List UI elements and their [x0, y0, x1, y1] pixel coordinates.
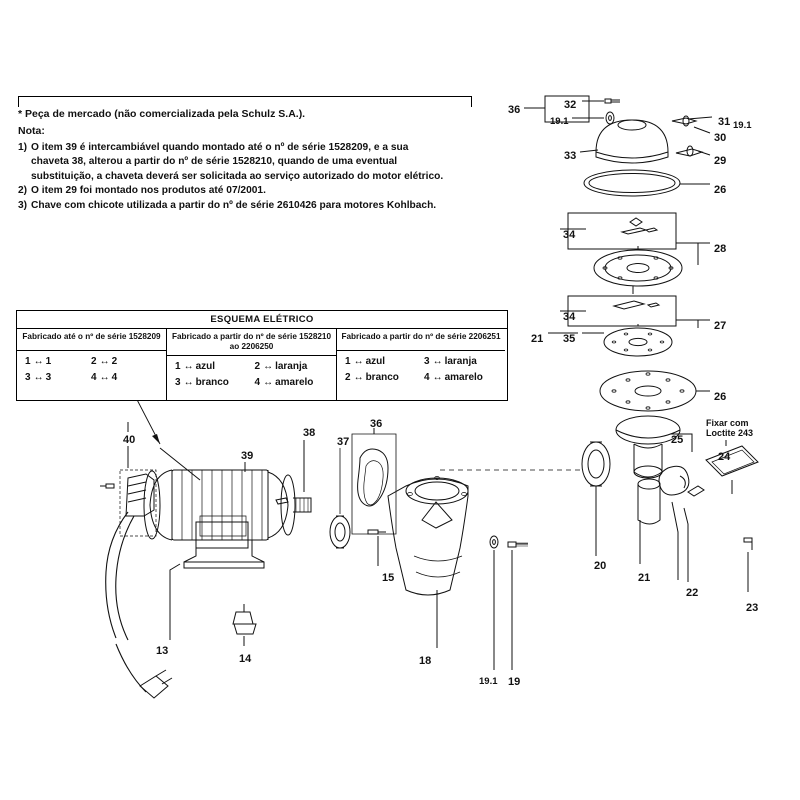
scheme-column-1-body [17, 351, 166, 395]
scheme-column-2-body [167, 356, 336, 400]
double-arrow-icon: ↔ [263, 376, 273, 388]
note-1-line-2: chaveta 38, alterou a partir do nº de série 1528210, quando de uma eventual [31, 156, 398, 168]
double-arrow-icon: ↔ [432, 372, 442, 383]
double-arrow-icon: ↔ [353, 356, 363, 367]
note-1-line-2-row [18, 155, 488, 168]
scheme-column-1-header: Fabricado até o nº de série 1528209 [17, 329, 166, 351]
scheme-col3-pair4 [424, 372, 499, 383]
loctite-annotation [706, 418, 753, 439]
callout-18: 18 [419, 655, 432, 667]
callout-36-top: 36 [508, 104, 521, 116]
callout-40: 40 [123, 434, 136, 446]
scheme-column-2 [167, 329, 337, 400]
callout-35: 35 [563, 333, 576, 345]
callout-20: 20 [594, 560, 607, 572]
scheme-col1-pair1-left: 1 [25, 356, 31, 367]
note-3-number: 3) [18, 199, 28, 211]
callout-33: 33 [564, 150, 577, 162]
scheme-col2-pair2-left: 2 [254, 360, 261, 372]
market-part-note: * Peça de mercado (não comercializada pela Schulz S.A.). [18, 108, 306, 120]
scheme-col3-pair3-left: 2 [345, 372, 351, 383]
loctite-line-1: Fixar com [706, 418, 749, 428]
double-arrow-icon: ↔ [99, 356, 109, 367]
loctite-line-2: Loctite 243 [706, 428, 754, 439]
callout-19-1-bottom: 19.1 [479, 676, 498, 687]
callout-38: 38 [303, 427, 316, 439]
callout-19: 19 [508, 676, 521, 688]
scheme-col3-pair4-right: amarelo [444, 372, 483, 383]
scheme-column-3-body [337, 351, 505, 395]
scheme-col2-pair4 [255, 377, 331, 388]
scheme-col3-row1 [345, 356, 499, 367]
note-1-line-3: substituição, a chaveta deverá ser solicitada ao serviço autorizado do motor elétrico. [31, 170, 444, 182]
scheme-col1-pair1-right: 1 [45, 356, 52, 367]
note-1-number: 1) [18, 141, 28, 153]
scheme-col2-row1 [175, 361, 330, 372]
callout-21-lower: 21 [638, 572, 651, 584]
scheme-col3-pair4-left: 4 [424, 372, 430, 383]
scheme-col1-pair4-left: 4 [91, 372, 97, 383]
scheme-col2-pair1 [175, 361, 251, 372]
note-item-1 [18, 141, 488, 154]
scheme-col1-pair1 [25, 356, 87, 367]
electrical-scheme-table [16, 310, 508, 401]
double-arrow-icon: ↔ [263, 360, 273, 372]
callout-36-middle: 36 [370, 418, 383, 430]
callout-34-lower: 34 [563, 311, 576, 323]
scheme-col1-pair4-right: 4 [111, 372, 118, 383]
notes-block [18, 108, 488, 213]
electrical-scheme-columns [17, 329, 507, 400]
scheme-col3-pair3-right: branco [365, 372, 399, 383]
note-2-number: 2) [18, 185, 28, 197]
double-arrow-icon: ↔ [33, 356, 43, 367]
callout-39: 39 [241, 450, 254, 462]
callout-37: 37 [337, 436, 350, 448]
scheme-col3-pair1-right: azul [365, 356, 386, 367]
note-3-line-1: Chave com chicote utilizada a partir do nº de série 2610426 para motores Kohlbach. [31, 199, 437, 211]
scheme-column-3 [337, 329, 505, 400]
scheme-col1-row2 [25, 372, 160, 383]
callout-30: 30 [714, 132, 727, 144]
scheme-col2-pair3 [175, 377, 251, 388]
scheme-column-1 [17, 329, 167, 400]
double-arrow-icon: ↔ [432, 356, 442, 367]
scheme-col3-pair1-left: 1 [345, 356, 351, 367]
callout-28: 28 [714, 243, 727, 255]
callout-14: 14 [239, 653, 252, 665]
scheme-col1-pair3-right: 3 [45, 372, 52, 383]
callout-22: 22 [686, 587, 699, 599]
callout-23: 23 [746, 602, 759, 614]
electrical-scheme-title: ESQUEMA ELÉTRICO [17, 311, 507, 329]
callout-25: 25 [671, 434, 684, 446]
scheme-col3-pair2-left: 3 [424, 356, 430, 367]
double-arrow-icon: ↔ [183, 360, 193, 372]
scheme-col2-pair4-left: 4 [254, 376, 261, 388]
scheme-col3-pair3 [345, 372, 420, 383]
double-arrow-icon: ↔ [99, 372, 109, 383]
callout-32: 32 [564, 99, 577, 111]
note-item-2 [18, 184, 488, 197]
double-arrow-icon: ↔ [33, 372, 43, 383]
scheme-column-3-header: Fabricado a partir do nº de série 2206251 [337, 329, 505, 351]
callout-26-top: 26 [714, 184, 727, 196]
notes-heading: Nota: [18, 124, 45, 137]
scheme-col2-pair2 [255, 361, 331, 372]
callout-19-1-top: 19.1 [550, 116, 569, 127]
scheme-col2-pair1-right: azul [195, 360, 216, 372]
scheme-col3-pair2 [424, 356, 499, 367]
callout-24: 24 [718, 451, 731, 463]
notes-bracket [18, 96, 472, 107]
scheme-col1-pair4 [91, 372, 153, 383]
callout-27: 27 [714, 320, 727, 332]
scheme-col2-pair3-left: 3 [175, 376, 181, 388]
callout-34-upper: 34 [563, 229, 576, 241]
callout-31: 31 [718, 116, 731, 128]
scheme-col1-pair2-right: 2 [111, 356, 118, 367]
note-item-3 [18, 199, 488, 212]
callout-26-lower: 26 [714, 391, 727, 403]
scheme-col2-pair3-right: branco [195, 376, 229, 388]
callout-29: 29 [714, 155, 727, 167]
callout-21-upper: 21 [531, 333, 544, 345]
double-arrow-icon: ↔ [183, 376, 193, 388]
note-2-line-1: O item 29 foi montado nos produtos até 07/2001. [31, 185, 266, 197]
scheme-col1-row1 [25, 356, 160, 367]
scheme-col1-pair2 [91, 356, 153, 367]
scheme-column-2-header: Fabricado a partir do nº de série 1528210 ao 2206250 [167, 329, 336, 356]
scheme-col2-row2 [175, 377, 330, 388]
scheme-col2-pair4-right: amarelo [275, 376, 314, 388]
scheme-col2-pair2-right: laranja [275, 360, 308, 372]
note-1-line-3-row [18, 170, 488, 183]
double-arrow-icon: ↔ [353, 372, 363, 383]
callout-13: 13 [156, 645, 169, 657]
callout-15: 15 [382, 572, 395, 584]
scheme-col3-pair1 [345, 356, 420, 367]
scheme-col3-row2 [345, 372, 499, 383]
note-1-line-1: O item 39 é intercambiável quando montado até o nº de série 1528209, e a sua [31, 141, 409, 153]
callout-19-1-right: 19.1 [733, 120, 752, 131]
scheme-col1-pair3 [25, 372, 87, 383]
scheme-col1-pair3-left: 3 [25, 372, 31, 383]
scheme-col1-pair2-left: 2 [91, 356, 97, 367]
scheme-col2-pair1-left: 1 [175, 360, 181, 372]
scheme-col3-pair2-right: laranja [444, 356, 477, 367]
